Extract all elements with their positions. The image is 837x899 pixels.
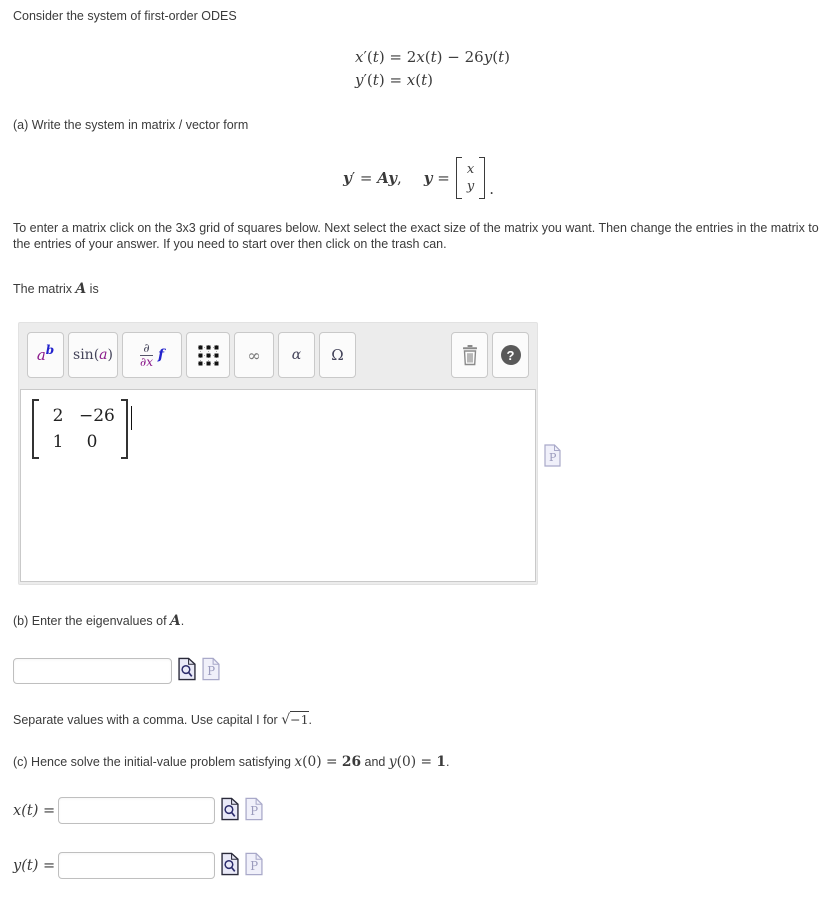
svg-text:P: P bbox=[250, 803, 259, 818]
matrix-editor-widget bbox=[18, 322, 538, 585]
preview-y-icon[interactable] bbox=[221, 852, 239, 879]
matrix-instructions: To enter a matrix click on the 3x3 grid of squares below. Next select the exact size of the matrix you want. Then change the entries in the matrix to the entries of your answer. If you need to start over then click on the trash can. bbox=[13, 221, 819, 251]
preview-answer-icon[interactable] bbox=[178, 657, 196, 684]
help-button[interactable] bbox=[492, 332, 529, 378]
power-button[interactable] bbox=[27, 332, 64, 378]
right-bracket bbox=[479, 157, 485, 199]
y-answer-row bbox=[13, 852, 263, 879]
eigenvalues-input[interactable] bbox=[13, 658, 172, 684]
alpha-button[interactable] bbox=[278, 332, 315, 378]
alpha-symbol: α bbox=[291, 347, 302, 363]
eigenvalues-hint bbox=[13, 712, 312, 728]
x-of-t-input[interactable] bbox=[58, 797, 215, 824]
sin-prefix: sin( bbox=[73, 347, 100, 363]
eq-a-period: . bbox=[489, 180, 494, 198]
print-x-icon[interactable] bbox=[245, 797, 263, 824]
matrix-left-bracket bbox=[32, 399, 39, 459]
matrix-print-preview-icon[interactable] bbox=[544, 444, 561, 470]
eq-a-mid: y = bbox=[423, 169, 450, 187]
vector-entry-y: y bbox=[466, 179, 475, 194]
trash-button[interactable] bbox=[451, 332, 488, 378]
sin-suffix: ) bbox=[107, 347, 113, 363]
hint-period: . bbox=[308, 713, 313, 727]
entered-matrix bbox=[32, 399, 132, 459]
matrix-cell-1-0[interactable]: 1 bbox=[52, 432, 64, 452]
matrix-cell-0-1[interactable]: −26 bbox=[79, 406, 115, 426]
omega-button[interactable] bbox=[319, 332, 356, 378]
hint-text: Separate values with a comma. Use capital I for bbox=[13, 713, 282, 727]
part-a-label: (a) Write the system in matrix / vector form bbox=[13, 118, 249, 132]
matrix-grid-button[interactable] bbox=[186, 332, 230, 378]
x-of-t-label: x(t) = bbox=[13, 802, 56, 819]
eq-a-left: y′ = Ay, bbox=[343, 169, 402, 187]
matrix-a-label: The matrix A is bbox=[13, 281, 99, 297]
omega-symbol: Ω bbox=[331, 346, 344, 364]
svg-text:P: P bbox=[207, 663, 216, 678]
ode-system-equations bbox=[0, 46, 837, 92]
vector-y bbox=[456, 157, 485, 199]
eigenvalues-answer-row bbox=[13, 657, 220, 684]
derivative-function: f bbox=[157, 347, 164, 363]
sin-argument: a bbox=[99, 347, 108, 363]
part-c-label: (c) Hence solve the initial-value problem satisfying x(0) = 26 and y(0) = 1. bbox=[13, 754, 450, 770]
preview-x-icon[interactable] bbox=[221, 797, 239, 824]
help-icon: ? bbox=[501, 345, 521, 365]
sin-button[interactable] bbox=[68, 332, 118, 378]
derivative-numerator: ∂ bbox=[140, 342, 152, 356]
sqrt-radicand: −1 bbox=[290, 712, 309, 727]
derivative-button[interactable] bbox=[122, 332, 182, 378]
y-of-t-input[interactable] bbox=[58, 852, 215, 879]
intro-text: Consider the system of first-order ODES bbox=[13, 9, 237, 23]
editor-toolbar bbox=[19, 323, 537, 387]
trash-icon bbox=[460, 344, 480, 366]
part-b-label: (b) Enter the eigenvalues of A. bbox=[13, 613, 185, 629]
matrix-grid-icon bbox=[197, 344, 220, 367]
infinity-button[interactable] bbox=[234, 332, 274, 378]
svg-text:P: P bbox=[250, 858, 259, 873]
svg-text:P: P bbox=[549, 451, 557, 464]
text-cursor bbox=[131, 406, 132, 430]
matrix-input-area[interactable] bbox=[20, 389, 536, 582]
power-exponent: b bbox=[45, 343, 55, 357]
power-base: a bbox=[36, 346, 46, 364]
matrix-right-bracket bbox=[121, 399, 128, 459]
matrix-cell-0-0[interactable]: 2 bbox=[52, 406, 64, 426]
derivative-denominator: ∂x bbox=[139, 354, 153, 369]
x-answer-row bbox=[13, 797, 263, 824]
y-of-t-label: y(t) = bbox=[13, 857, 56, 874]
print-answer-icon[interactable] bbox=[202, 657, 220, 684]
print-y-icon[interactable] bbox=[245, 852, 263, 879]
matrix-cell-1-1[interactable]: 0 bbox=[86, 432, 98, 452]
ode-equation-1: x′(t) = 2x(t) − 26y(t) bbox=[355, 48, 510, 66]
matrix-vector-form-equation bbox=[0, 152, 837, 204]
ode-equation-2: y′(t) = x(t) bbox=[355, 71, 434, 89]
sqrt-sign: √ bbox=[281, 712, 291, 728]
vector-entry-x: x bbox=[466, 162, 475, 177]
infinity-symbol: ∞ bbox=[247, 345, 261, 365]
